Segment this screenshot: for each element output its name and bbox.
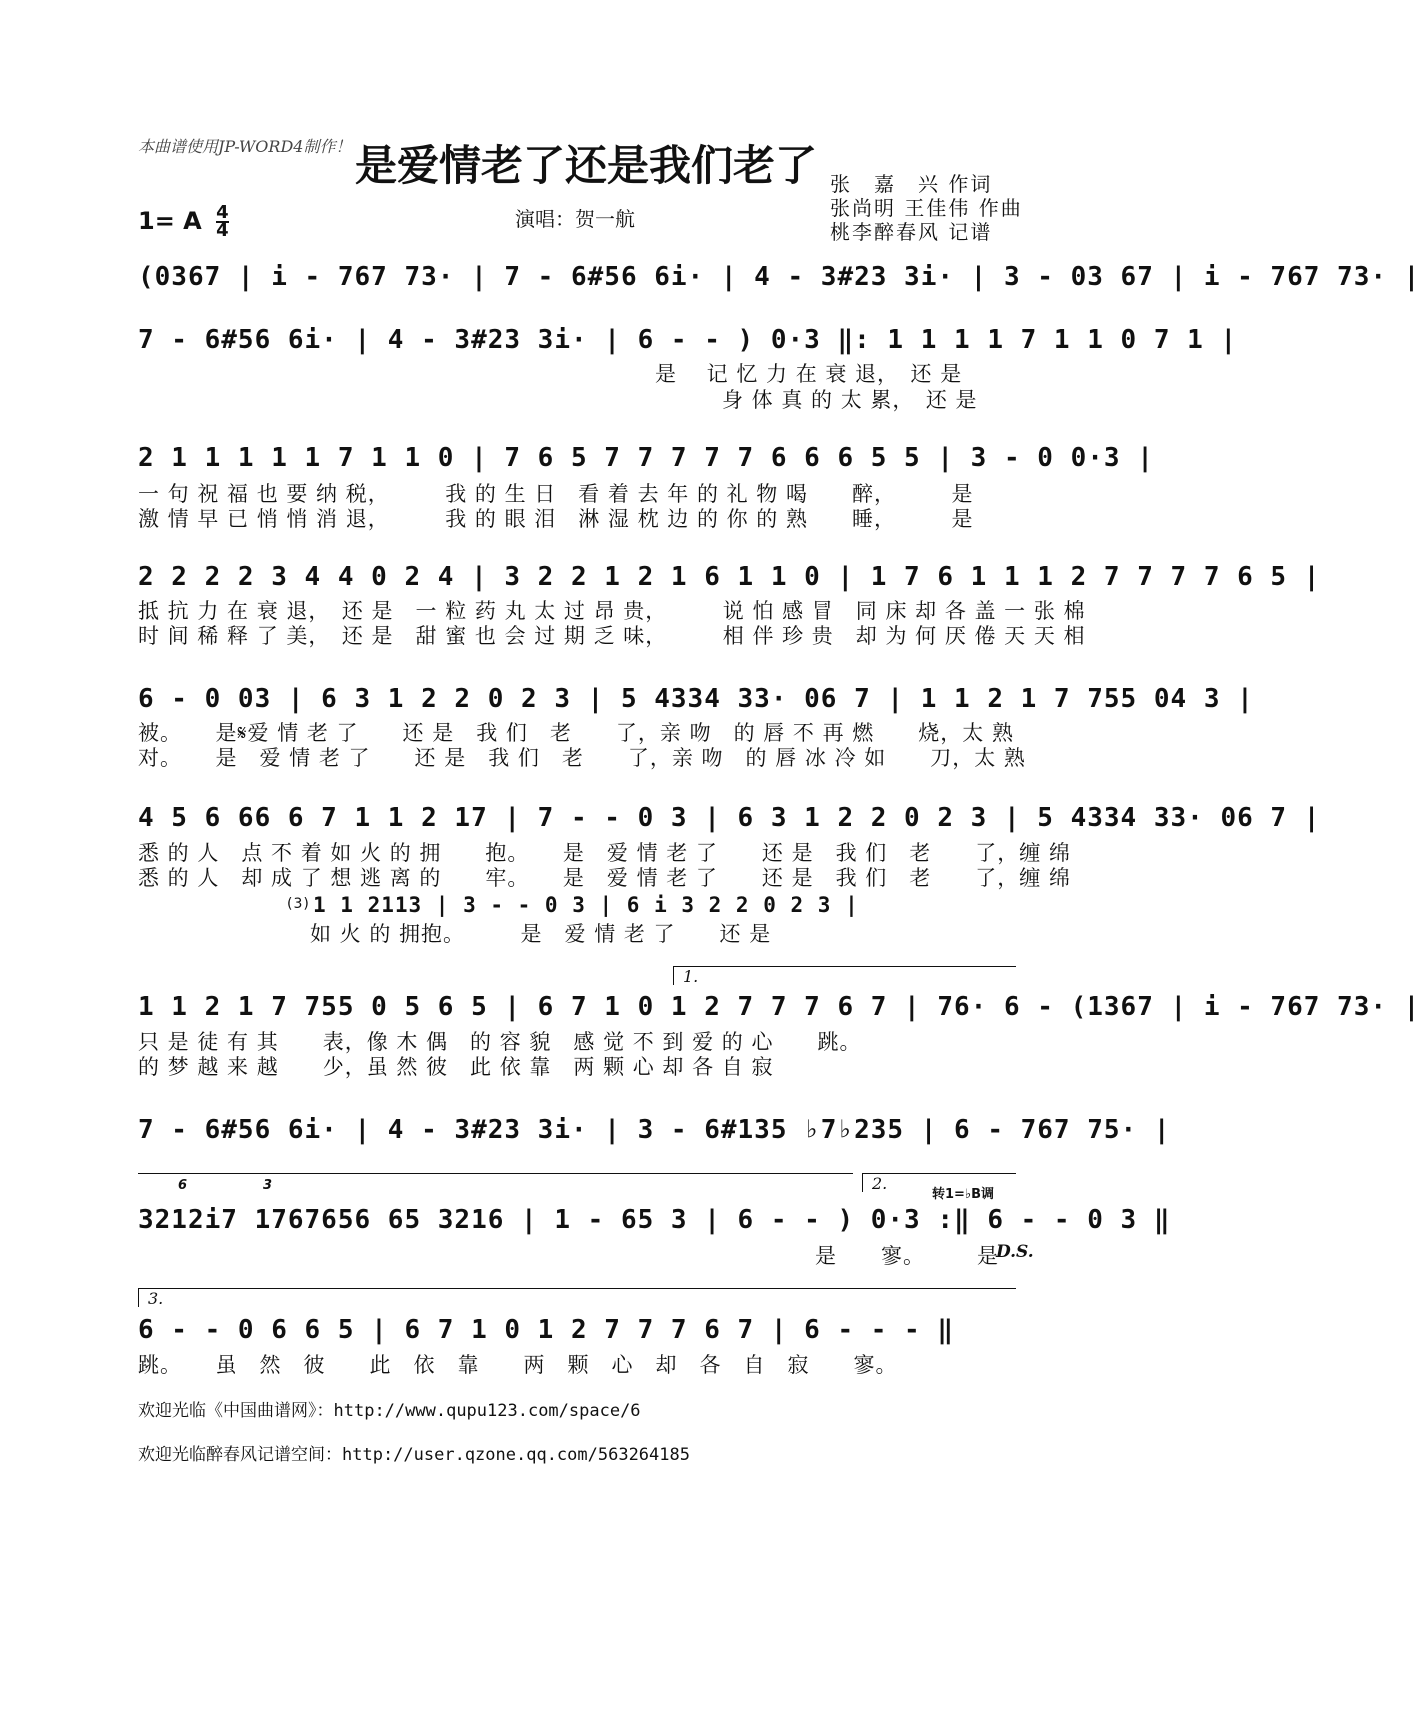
composer-credit: 张尚明 王佳伟 作曲: [830, 196, 1023, 220]
key-label: 1= A: [138, 207, 202, 235]
lyrics-line-5a: 被。 是𝄋爱 情 老 了 还 是 我 们 老 了，亲 吻 的 唇 不 再 燃 烧，太 熟: [138, 721, 1014, 745]
lyrics-line-3a: 一 句 祝 福 也 要 纳 税， 我 的 生 日 看 着 去 年 的 礼 物 喝 醉， 是: [138, 482, 974, 506]
lyrics-line-3b: 激 情 早 已 悄 悄 消 退， 我 的 眼 泪 淋 湿 枕 边 的 你 的 熟 睡， 是: [138, 507, 974, 531]
lyrics-line-6b: 悉 的 人 却 成 了 想 逃 离 的 牢。 是 爱 情 老 了 还 是 我 们 老 了，缠 绵: [138, 866, 1071, 890]
transcriber-credit: 桃李醉春风 记谱: [830, 220, 993, 244]
lyrics-line-9: 是 寥。: [815, 1244, 925, 1268]
software-note: 本曲谱使用JP-WORD4制作！: [138, 137, 352, 156]
notation-line-5: 6 - 0 03 | 6 3 1 2 2 0 2 3 | 5 4334 33· 06 7 | 1 1 2 1 7 755 04 3 |: [138, 684, 1254, 714]
notation-line-9: 3212i7 1767656 65 3216 | 1 - 65 3 | 6 - - ) 0·3 :‖ 6 - - 0 3 ‖: [138, 1205, 1171, 1235]
notation-line-8: 7 - 6#56 6i· | 4 - 3#23 3i· | 3 - 6#135 ♭7♭235 | 6 - 767 75· |: [138, 1115, 1171, 1145]
tuplet-mark-3: 3: [263, 1178, 273, 1193]
lyrics-line-6a: 悉 的 人 点 不 着 如 火 的 拥 抱。 是 爱 情 老 了 还 是 我 们 老 了，缠 绵: [138, 841, 1071, 865]
time-denominator: 4: [216, 220, 229, 241]
alt-ending-notation: 1 1 2113 | 3 - - 0 3 | 6 i 3 2 2 0 2 3 |: [313, 893, 859, 917]
lyrics-line-2b: 身 体 真 的 太 累， 还 是: [722, 388, 978, 412]
lyrics-line-4a: 抵 抗 力 在 衰 退， 还 是 一 粒 药 丸 太 过 昂 贵， 说 怕 感 冒 同 床 却 各 盖 一 张 棉: [138, 599, 1086, 623]
dal-segno-mark: D.S.: [996, 1242, 1034, 1262]
notation-line-6: 4 5 6 66 6 7 1 1 2 17 | 7 - - 0 3 | 6 3 1 2 2 0 2 3 | 5 4334 33· 06 7 |: [138, 803, 1321, 833]
time-signature: [216, 202, 229, 241]
lyrics-line-10: 跳。 虽 然 彼 此 依 靠 两 颗 心 却 各 自 寂 寥。: [138, 1353, 898, 1377]
footer-link-1[interactable]: 欢迎光临《中国曲谱网》：http://www.qupu123.com/space/6: [138, 1401, 641, 1421]
tuplet-mark-6: 6: [178, 1178, 188, 1193]
volta-bracket-3: [138, 1288, 1016, 1307]
notation-line-2: 7 - 6#56 6i· | 4 - 3#23 3i· | 6 - - ) 0·3 ‖: 1 1 1 1 7 1 1 0 7 1 |: [138, 325, 1238, 355]
lyrics-line-7a: 只 是 徒 有 其 表，像 木 偶 的 容 貌 感 觉 不 到 爱 的 心 跳。: [138, 1030, 862, 1054]
notation-line-3: 2 1 1 1 1 1 7 1 1 0 | 7 6 5 7 7 7 7 7 6 6 6 5 5 | 3 - 0 0·3 |: [138, 443, 1154, 473]
notation-line-1: (0367 | i - 767 73· | 7 - 6#56 6i· | 4 - 3#23 3i· | 3 - 03 67 | i - 767 73· |: [138, 262, 1420, 292]
volta-label-1: 1.: [683, 967, 699, 986]
footer-link-2[interactable]: 欢迎光临醉春风记谱空间：http://user.qzone.qq.com/563264185: [138, 1445, 690, 1465]
ds-lyric: 是: [977, 1244, 999, 1268]
lyrics-line-2a: 是 记 忆 力 在 衰 退， 还 是: [655, 362, 963, 386]
time-numerator: 4: [216, 202, 229, 223]
volta-label-2: 2.: [872, 1174, 888, 1193]
modulation-mark: 转1=♭B调: [932, 1187, 994, 1202]
volta-label-3: 3.: [148, 1289, 164, 1308]
triplet-bracket-line: [138, 1173, 853, 1188]
song-title: 是爱情老了还是我们老了: [355, 141, 818, 190]
volta-bracket-1: [673, 966, 1016, 985]
lyricist-credit: 张 嘉 兴 作词: [830, 172, 993, 196]
alt-ending-label: (3): [287, 896, 310, 912]
notation-line-4: 2 2 2 2 3 4 4 0 2 4 | 3 2 2 1 2 1 6 1 1 0 | 1 7 6 1 1 1 2 7 7 7 7 6 5 |: [138, 562, 1321, 592]
notation-line-10: 6 - - 0 6 6 5 | 6 7 1 0 1 2 7 7 7 6 7 | 6 - - - ‖: [138, 1315, 955, 1345]
lyrics-line-4b: 时 间 稀 释 了 美， 还 是 甜 蜜 也 会 过 期 乏 味， 相 伴 珍 贵 却 为 何 厌 倦 天 天 相: [138, 624, 1086, 648]
notation-line-7: 1 1 2 1 7 755 0 5 6 5 | 6 7 1 0 1 2 7 7 7 6 7 | 76· 6 - (1367 | i - 767 73· |: [138, 992, 1420, 1022]
alt-ending-lyrics: 如 火 的 拥抱。 是 爱 情 老 了 还 是: [310, 922, 772, 946]
lyrics-line-5b: 对。 是 爱 情 老 了 还 是 我 们 老 了，亲 吻 的 唇 冰 冷 如 刀，太 熟: [138, 746, 1026, 770]
lyrics-line-7b: 的 梦 越 来 越 少，虽 然 彼 此 依 靠 两 颗 心 却 各 自 寂: [138, 1055, 774, 1079]
key-signature: [138, 202, 229, 241]
singer-credit: 演唱：贺一航: [515, 207, 635, 231]
